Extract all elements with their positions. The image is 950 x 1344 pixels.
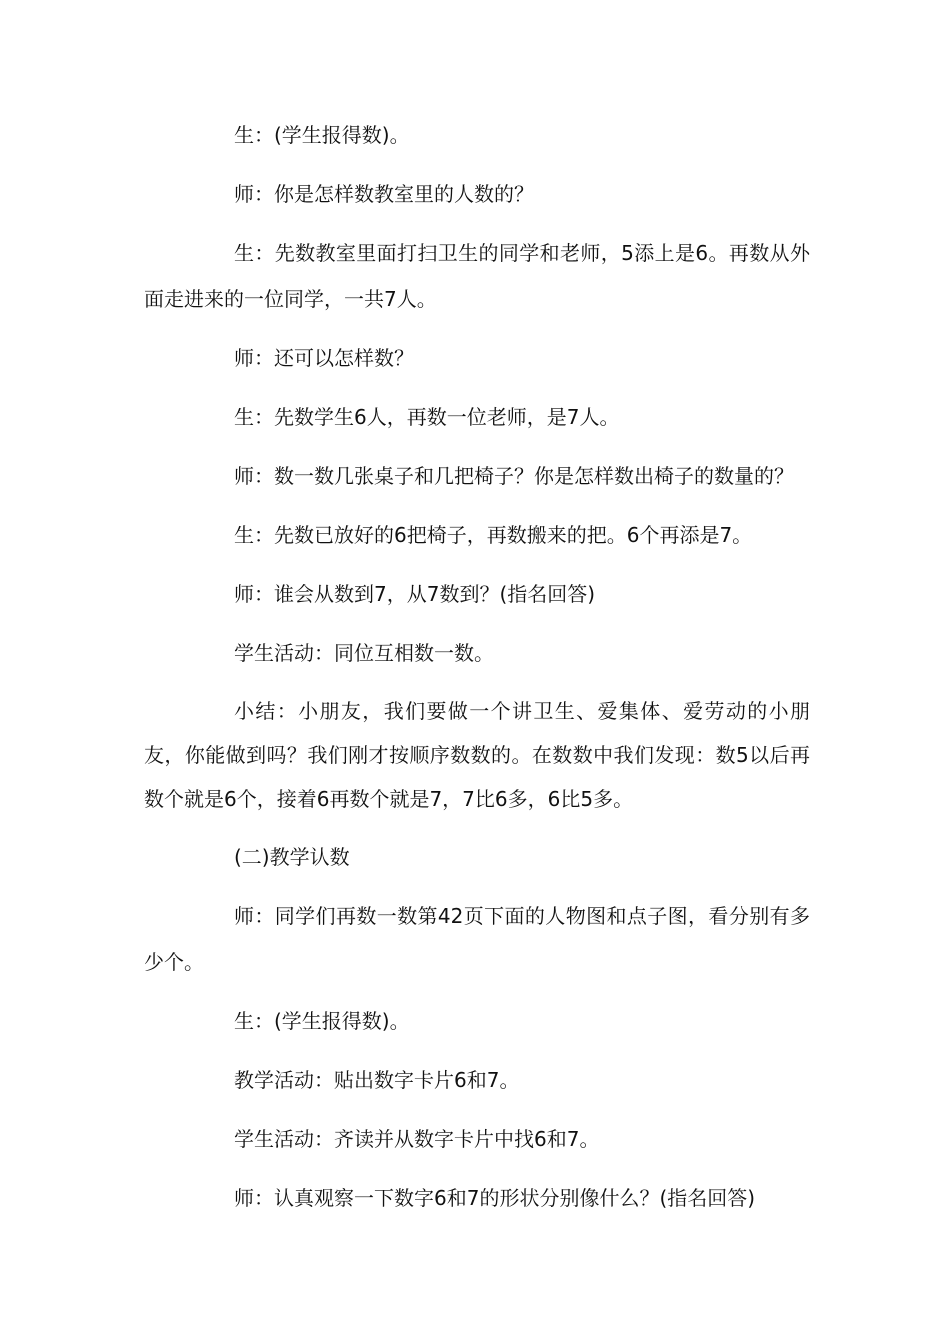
paragraph-student-answer-4: 生：先数已放好的6把椅子，再数搬来的把。6个再添是7。	[234, 523, 753, 547]
paragraph-teaching-activity: 教学活动：贴出数字卡片6和7。	[234, 1068, 520, 1092]
document-body	[144, 112, 810, 1234]
paragraph-student-activity-2: 学生活动：齐读并从数字卡片中找6和7。	[234, 1127, 600, 1151]
paragraph-teacher-question-3: 师：数一数几张桌子和几把椅子？你是怎样数出椅子的数量的？	[234, 464, 794, 488]
paragraph-student-answer-3: 生：先数学生6人，再数一位老师，是7人。	[234, 405, 620, 429]
paragraph-student-activity-1: 学生活动：同位互相数一数。	[234, 641, 494, 665]
paragraph-summary: 小结：小朋友，我们要做一个讲卫生、爱集体、爱劳动的小朋友，你能做到吗？我们刚才按顺序数数的。在数数中我们发现：数5以后再数个就是6个，接着6再数个就是7，7比6多，6比5多。	[144, 699, 810, 811]
paragraph-student-answer-5: 生：(学生报得数)。	[234, 1009, 410, 1033]
section-heading-teaching-numbers: (二)教学认数	[234, 845, 350, 869]
paragraph-teacher-question-5: 师：同学们再数一数第42页下面的人物图和点子图，看分别有多少个。	[144, 904, 810, 974]
paragraph-student-answer-1: 生：(学生报得数)。	[234, 123, 410, 147]
paragraph-teacher-question-4: 师：谁会从数到7，从7数到？(指名回答)	[234, 582, 596, 606]
paragraph-student-answer-2: 生：先数教室里面打扫卫生的同学和老师，5添上是6。再数从外面走进来的一位同学，一共7人。	[144, 241, 810, 311]
paragraph-teacher-question-2: 师：还可以怎样数？	[234, 346, 414, 370]
paragraph-teacher-question-1: 师：你是怎样数教室里的人数的？	[234, 182, 534, 206]
paragraph-teacher-question-6: 师：认真观察一下数字6和7的形状分别像什么？(指名回答)	[234, 1186, 756, 1210]
